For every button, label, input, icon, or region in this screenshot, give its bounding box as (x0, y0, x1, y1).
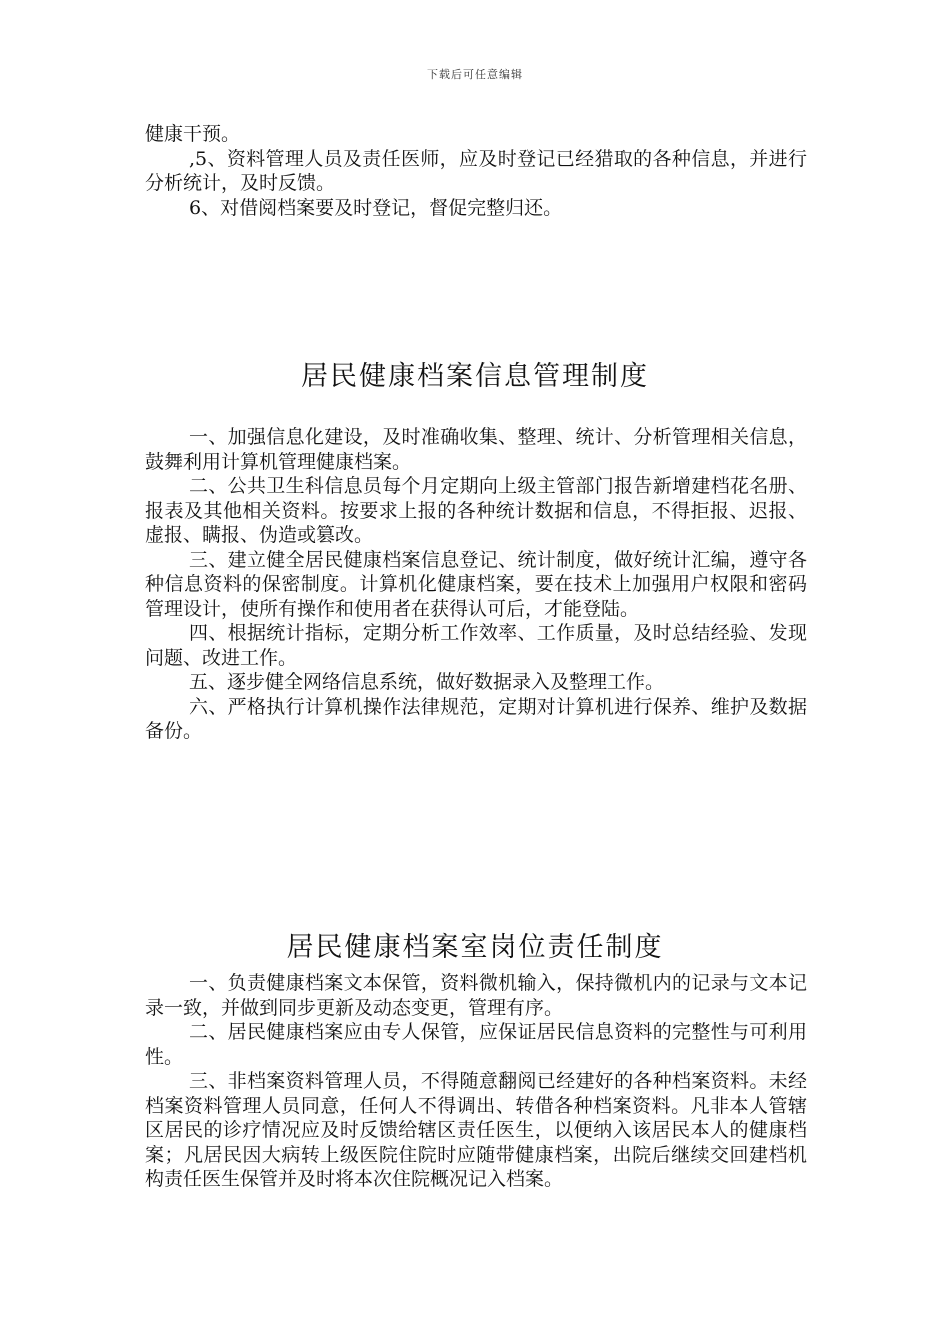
section1-paragraph: 六、严格执行计算机操作法律规范，定期对计算机进行保养、维护及数据备份。 (145, 695, 807, 742)
section1-paragraph: 四、根据统计指标，定期分析工作效率、工作质量，及时总结经验、发现问题、改进工作。 (145, 622, 807, 669)
section2-title: 居民健康档案室岗位责任制度 (286, 932, 664, 963)
section2-paragraph: 二、居民健康档案应由专人保管，应保证居民信息资料的完整性与可利用性。 (145, 1021, 807, 1068)
section2-body (145, 971, 807, 1192)
section1-paragraph: 三、建立健全居民健康档案信息登记、统计制度，做好统计汇编，遵守各种信息资料的保密制度。计算机化健康档案，要在技术上加强用户权限和密码管理设计，使所有操作和使用者在获得认可后，才能登陆。 (145, 548, 807, 620)
intro-line-1: 健康干预。 (145, 123, 241, 145)
intro-line-3: 6、对借阅档案要及时登记，督促完整归还。 (189, 196, 563, 219)
section1-paragraph: 一、加强信息化建设，及时准确收集、整理、统计、分析管理相关信息，鼓舞利用计算机管理健康档案。 (145, 426, 807, 473)
intro-block (145, 122, 807, 220)
intro-line-2: ,5、资料管理人员及责任医师，应及时登记已经猎取的各种信息，并进行分析统计，及时反馈。 (145, 147, 807, 194)
section2-paragraph: 三、非档案资料管理人员，不得随意翻阅已经建好的各种档案资料。未经档案资料管理人员同意，任何人不得调出、转借各种档案资料。凡非本人管辖区居民的诊疗情况应及时反馈给辖区责任医生，以便纳入该居民本人的健康档案；凡居民因大病转上级医院住院时应随带健康档案，出院后继续交回建档机构责任医生保管并及时将本次住院概况记入档案。 (145, 1070, 807, 1190)
section2-paragraph: 一、负责健康档案文本保管，资料微机输入，保持微机内的记录与文本记录一致，并做到同步更新及动态变更，管理有序。 (145, 972, 807, 1019)
header-note: 下载后可任意编辑 (427, 68, 523, 81)
section1-title: 居民健康档案信息管理制度 (301, 361, 649, 392)
section1-body (145, 425, 807, 744)
section1-paragraph: 二、公共卫生科信息员每个月定期向上级主管部门报告新增建档花名册、报表及其他相关资料。按要求上报的各种统计数据和信息，不得拒报、迟报、虚报、瞒报、伪造或篡改。 (145, 475, 807, 546)
section1-paragraph: 五、逐步健全网络信息系统，做好数据录入及整理工作。 (189, 671, 665, 693)
